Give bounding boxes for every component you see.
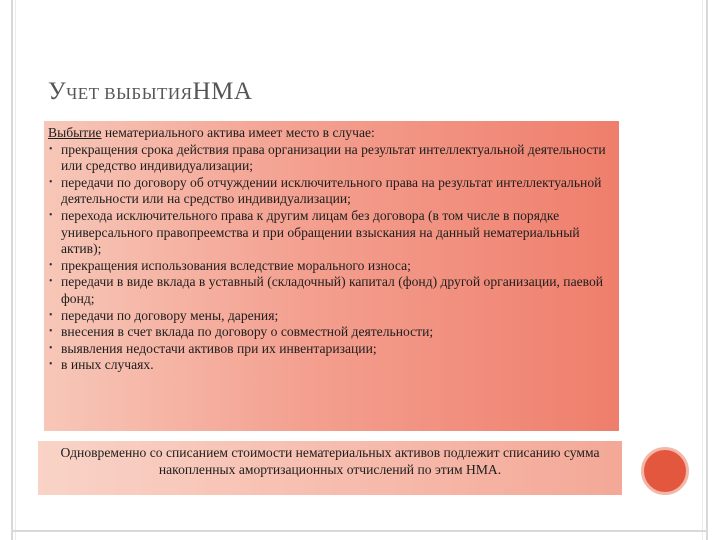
list-item-text: прекращения использования вследствие морального износа; <box>61 257 411 273</box>
list-item <box>48 142 616 175</box>
bullet-icon: • <box>49 143 53 155</box>
intro-underlined-word: Выбытие <box>48 125 102 140</box>
list-item-text: перехода исключительного права к другим лицам без договора (в том числе в порядке универсального правопреемства и при обращении взыскания на данный нематериальный актив); <box>61 207 580 257</box>
intro-rest: нематериального актива имеет место в случае: <box>101 125 375 140</box>
slide-frame-right-line-inner <box>702 0 703 540</box>
list-item <box>48 324 616 341</box>
slide-frame-bottom-line <box>11 530 708 532</box>
bullet-icon: • <box>49 276 53 288</box>
content-text <box>48 125 616 374</box>
list-item <box>48 308 616 325</box>
intro-line <box>48 125 616 142</box>
disposal-cases-list <box>48 142 616 374</box>
title-small-caps: ЧЕТ ВЫБЫТИЯ <box>66 84 193 103</box>
list-item <box>48 357 616 374</box>
slide-frame-left-line-inner <box>15 0 16 540</box>
decorative-circle-icon <box>641 447 689 495</box>
list-item-text: прекращения срока действия права организации на результат интеллектуальной деятельности или средство индивидуализации; <box>61 141 606 174</box>
bullet-icon: • <box>49 326 53 338</box>
list-item-text: в иных случаях. <box>61 357 154 373</box>
bullet-icon: • <box>49 342 53 354</box>
title-first-letter: У <box>48 78 67 105</box>
bullet-icon: • <box>49 176 53 188</box>
list-item <box>48 175 616 208</box>
list-item <box>48 258 616 275</box>
list-item-text: выявления недостачи активов при их инвентаризации; <box>61 340 377 356</box>
slide-title <box>48 78 252 106</box>
bullet-icon: • <box>49 309 53 321</box>
list-item <box>48 341 616 358</box>
footer-note: Одновременно со списанием стоимости нематериальных активов подлежит списанию сумма накопленных амортизационных отчислений по этим НМА. <box>60 445 600 477</box>
list-item-text: передачи по договору мены, дарения; <box>61 307 279 323</box>
list-item-text: внесения в счет вклада по договору о совместной деятельности; <box>61 324 434 340</box>
slide-frame-right-line <box>706 0 708 540</box>
bullet-icon: • <box>49 209 53 221</box>
title-abbreviation: НМА <box>192 78 253 105</box>
list-item <box>48 208 616 258</box>
bullet-icon: • <box>49 359 53 371</box>
list-item-text: передачи по договору об отчуждении исключительного права на результат интеллектуальной деятельности или на средство индивидуализации; <box>61 174 602 207</box>
list-item-text: передачи в виде вклада в уставный (складочный) капитал (фонд) другой организации, паевой фонд; <box>61 274 604 306</box>
bullet-icon: • <box>49 259 53 271</box>
slide-frame-left-line <box>11 0 13 540</box>
list-item <box>48 274 616 307</box>
